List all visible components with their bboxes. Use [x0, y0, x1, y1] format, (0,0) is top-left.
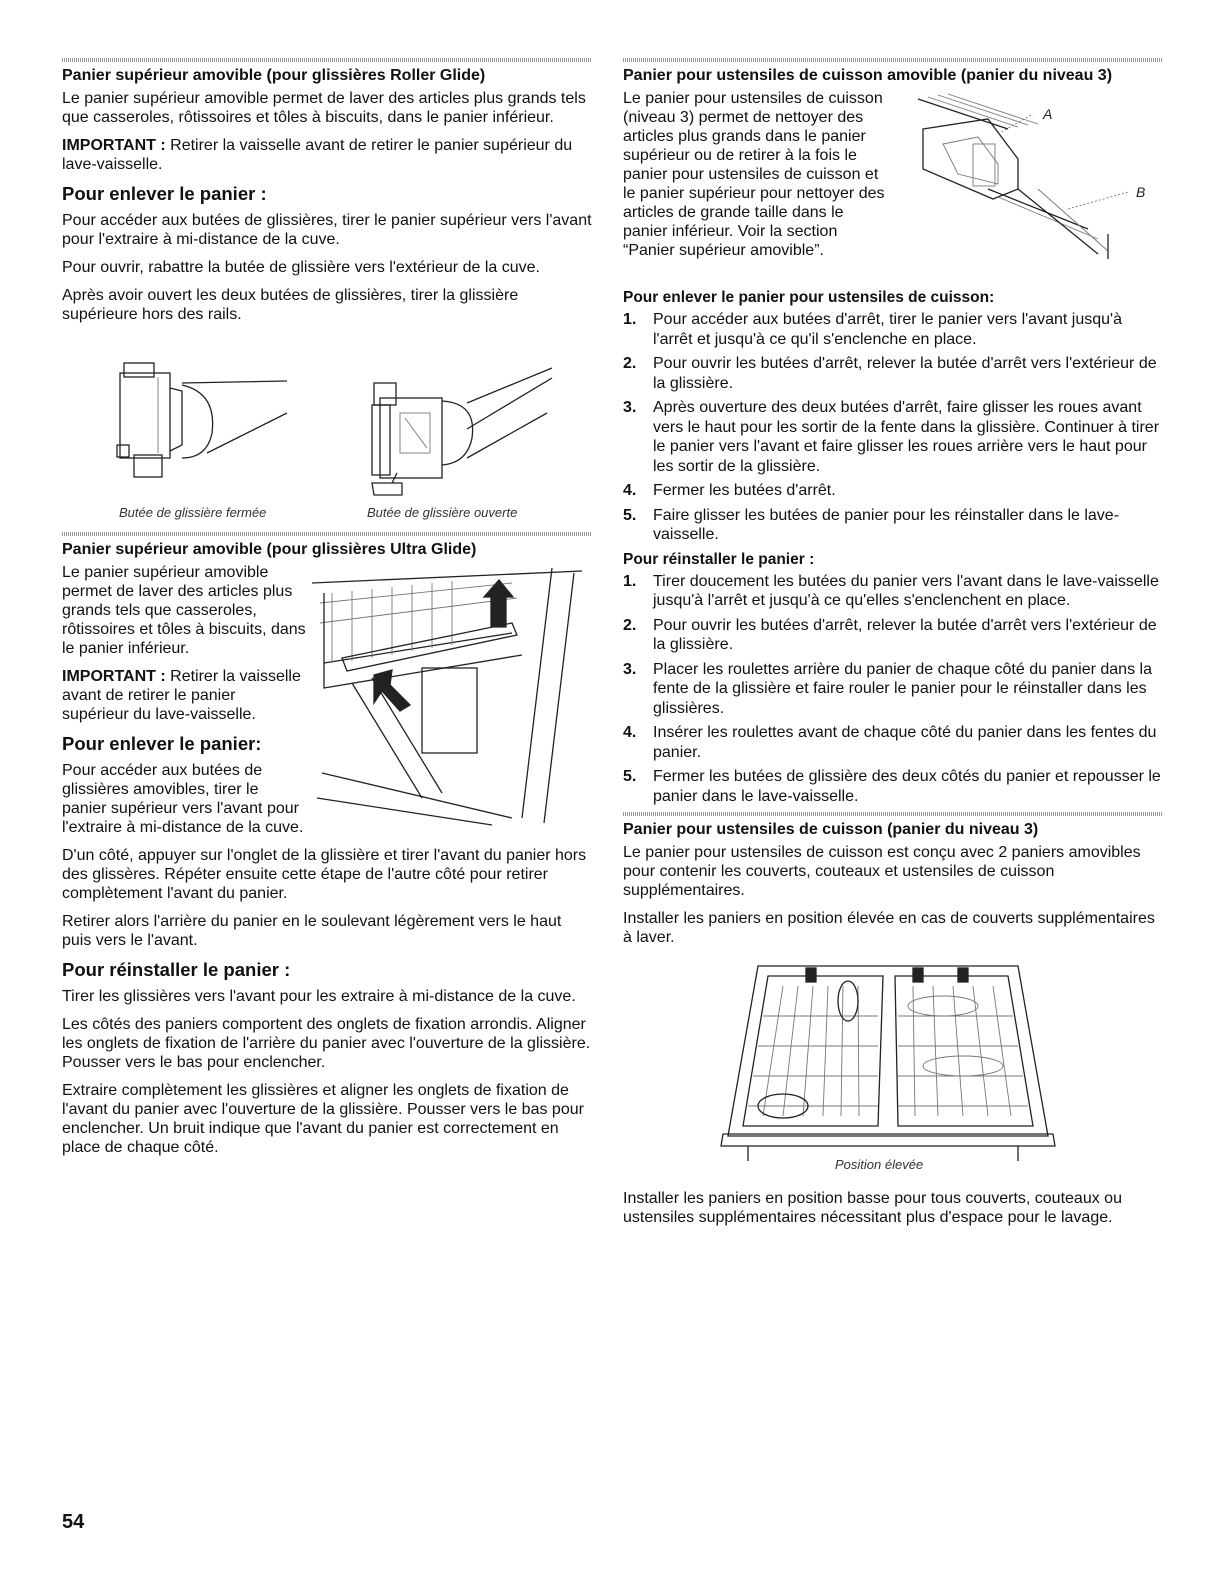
section-heading-cookware-basket: Panier pour ustensiles de cuisson amovible (panier du niveau 3): [623, 67, 1113, 84]
important-text: Retirer la vaisselle avant de retirer le panier supérieur du lave-vaisselle.: [62, 668, 301, 723]
callout-label-b: B: [1136, 184, 1146, 200]
caption-raised-position: Position élevée: [835, 1157, 924, 1171]
paragraph: Pour accéder aux butées de glissières, tirer le panier supérieur vers l'avant pour l'extraire à mi-distance de la cuve.: [62, 212, 592, 248]
list-item: 2. Pour ouvrir les butées d'arrêt, relever la butée d'arrêt vers l'extérieur de la glissière.: [623, 355, 1157, 392]
paragraph: Les côtés des paniers comportent des onglets de fixation arrondis. Aligner les onglets de fixation de l'arrière du panier avec l'ouverture de la glissière. Pousser vers le bas pour enclencher.: [62, 1016, 591, 1071]
section-divider: [623, 812, 1163, 816]
section-divider: [62, 58, 592, 62]
paragraph: Retirer alors l'arrière du panier en le soulevant légèrement vers le haut puis vers le l'avant.: [62, 913, 562, 949]
paragraph: Extraire complètement les glissières et aligner les onglets de fixation de l'avant du panier avec l'ouverture de la glissière. Pousser vers le bas pour enclencher. Un bruit indique que l'avant du panier est correctement en place de chaque côté.: [62, 1082, 584, 1156]
rail-stop-closed-illustration: [117, 363, 287, 477]
important-text: Retirer la vaisselle avant de retirer le panier supérieur du lave-vaisselle.: [62, 137, 573, 173]
section-heading-level3-basket: Panier pour ustensiles de cuisson (panier du niveau 3): [623, 821, 1039, 838]
list-item: 1. Pour accéder aux butées d'arrêt, tirer le panier vers l'avant jusqu'à l'arrêt et jusqu'à ce qu'il s'enclenche en place.: [623, 311, 1122, 348]
paragraph: Installer les paniers en position basse pour tous couverts, couteaux ou ustensiles supplémentaires nécessitant plus d'espace pour le lavage.: [623, 1190, 1122, 1226]
list-item: 3. Placer les roulettes arrière du panier de chaque côté du panier dans la fente de la glissière et faire rouler le panier pour le réinstaller dans les glissières.: [623, 660, 1152, 717]
left-column: [62, 58, 592, 1166]
paragraph: Pour accéder aux butées de glissières amovibles, tirer le panier supérieur vers l'avant pour l'extraire à mi-distance de la cuve.: [62, 762, 304, 836]
paragraph: Tirer les glissières vers l'avant pour les extraire à mi-distance de la cuve.: [62, 988, 576, 1005]
important-label: IMPORTANT :: [62, 668, 166, 685]
raised-position-basket-illustration: [623, 956, 1163, 1171]
paragraph: Le panier supérieur amovible permet de laver des articles plus grands tels que casseroles, rôtissoires et tôles à biscuits, dans le panier inférieur.: [62, 564, 306, 657]
paragraph: D'un côté, appuyer sur l'onglet de la glissière et tirer l'avant du panier hors des glissères. Répéter ensuite cette étape de l'autre côté pour retirer complètement l'avant du panier.: [62, 847, 587, 902]
list-item: 4. Fermer les butées d'arrêt.: [623, 482, 836, 499]
caption-stop-closed: Butée de glissière fermée: [119, 505, 267, 520]
section-heading-ultra-glide: Panier supérieur amovible (pour glissières Ultra Glide): [62, 541, 477, 558]
paragraph: Le panier pour ustensiles de cuisson est conçu avec 2 paniers amovibles pour contenir les couverts, couteaux et ustensiles de cuisson supplémentaires.: [623, 844, 1141, 899]
list-item: 1. Tirer doucement les butées du panier vers l'avant dans le lave-vaisselle jusqu'à l'arrêt et jusqu'à ce qu'elles s'enclenchent en place.: [623, 572, 1159, 609]
section-divider: [623, 58, 1163, 62]
important-note: [62, 136, 592, 174]
cookware-basket-stop-illustration: [898, 89, 1163, 259]
subheading-remove-basket: Pour enlever le panier :: [62, 183, 267, 204]
list-item: 5. Fermer les butées de glissière des deux côtés du panier et repousser le panier dans le lave-vaisselle.: [623, 768, 1161, 805]
paragraph: Le panier pour ustensiles de cuisson (niveau 3) permet de nettoyer des articles plus grands dans le panier supérieur ou de retirer à la fois le panier pour ustensiles de cuisson et le panier supérieur pour nettoyer des articles de grande taille dans le panier inférieur. Voir la section “Panier supérieur amovible”.: [623, 90, 885, 259]
ultra-glide-basket-illustration: [312, 563, 592, 828]
section-heading-roller-glide: Panier supérieur amovible (pour glissières Roller Glide): [62, 67, 486, 84]
subheading-remove-cookware-basket: Pour enlever le panier pour ustensiles de cuisson:: [623, 289, 995, 306]
important-label: IMPORTANT :: [62, 137, 166, 154]
steps-reinstall-cookware-basket: [623, 572, 1163, 807]
caption-stop-open: Butée de glissière ouverte: [367, 505, 518, 520]
rail-stop-illustrations: [62, 333, 592, 528]
rail-stop-open-illustration: [372, 368, 552, 495]
page-number: 54: [62, 1511, 85, 1533]
subheading-reinstall-cookware-basket: Pour réinstaller le panier :: [623, 550, 815, 568]
section-divider: [62, 532, 592, 536]
paragraph: Installer les paniers en position élevée en cas de couverts supplémentaires à laver.: [623, 910, 1155, 946]
list-item: 3. Après ouverture des deux butées d'arrêt, faire glisser les roues avant vers le haut pour les sortir de la fente dans la glissière. Continuer à tirer le panier vers l'avant et faire glisser les roues arrière vers le haut pour les sortir de la glissière.: [623, 399, 1160, 475]
callout-label-a: A: [1043, 106, 1053, 122]
list-item: 5. Faire glisser les butées de panier pour les réinstaller dans le lave-vaisselle.: [623, 506, 1120, 543]
subheading-remove-basket: Pour enlever le panier:: [62, 733, 262, 754]
list-item: 4. Insérer les roulettes avant de chaque côté du panier dans les fentes du panier.: [623, 724, 1157, 761]
paragraph: Pour ouvrir, rabattre la butée de glissière vers l'extérieur de la cuve.: [62, 259, 540, 276]
right-column: [623, 58, 1163, 1236]
paragraph: Le panier supérieur amovible permet de laver des articles plus grands tels que casseroles, rôtissoires et tôles à biscuits, dans le panier inférieur.: [62, 90, 586, 126]
paragraph: Après avoir ouvert les deux butées de glissières, tirer la glissière supérieure hors des rails.: [62, 287, 519, 323]
steps-remove-cookware-basket: [623, 310, 1163, 545]
subheading-reinstall-basket: Pour réinstaller le panier :: [62, 959, 291, 980]
list-item: 2. Pour ouvrir les butées d'arrêt, relever la butée d'arrêt vers l'extérieur de la glissière.: [623, 616, 1157, 653]
